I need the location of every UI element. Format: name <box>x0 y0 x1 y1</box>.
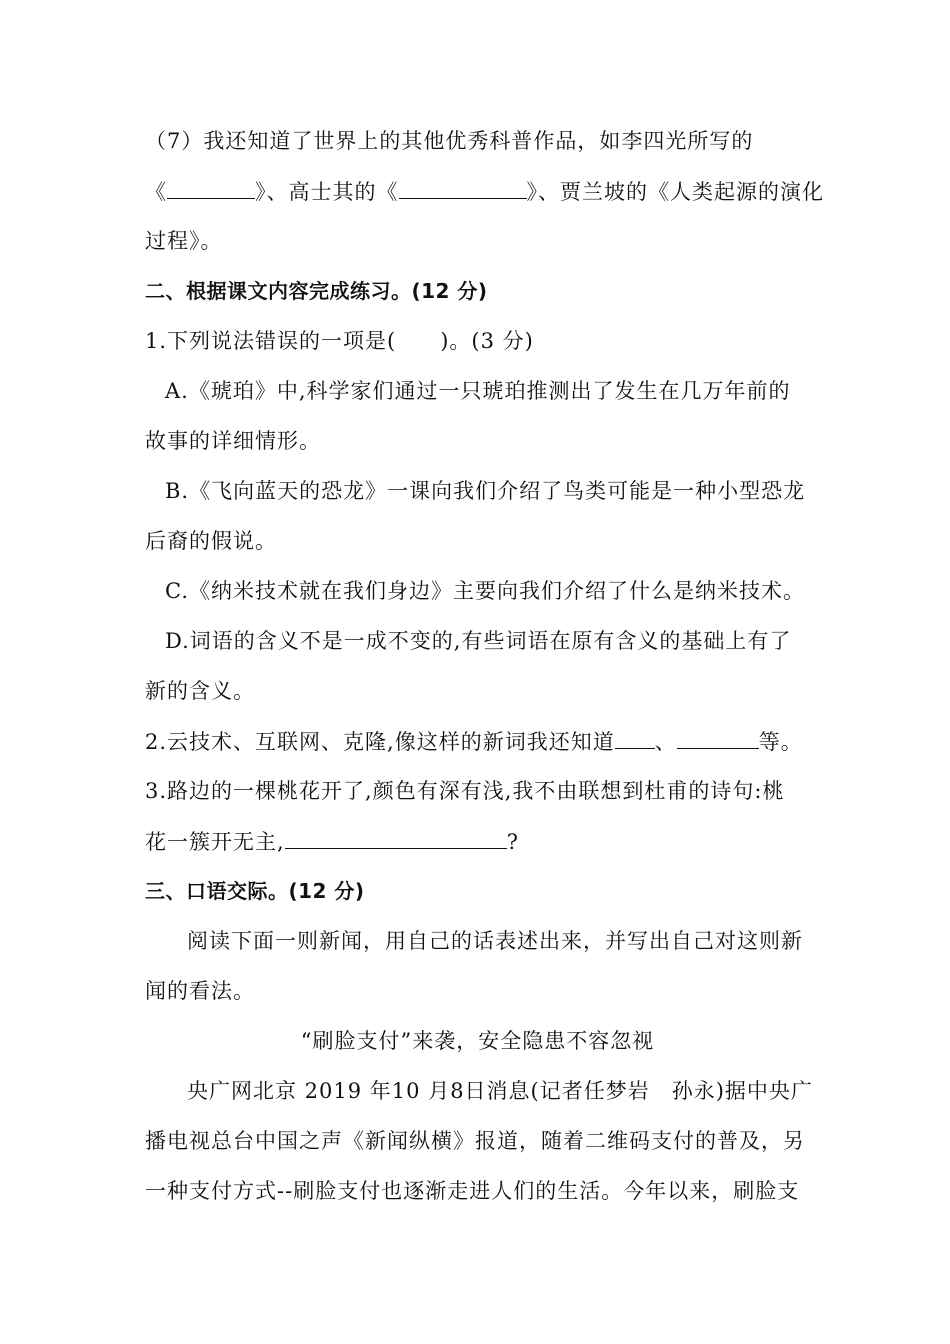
news-line-1: 央广网北京 2019 年10 月8日消息(记者任梦岩 孙永)据中央广 <box>187 1079 813 1103</box>
q1-option-b-line-1: B.《飞向蓝天的恐龙》一课向我们介绍了鸟类可能是一种小型恐龙 <box>165 479 806 503</box>
q7-line-1: （7）我还知道了世界上的其他优秀科普作品，如李四光所写的 <box>145 129 754 153</box>
blank-new-word-1[interactable] <box>615 726 655 749</box>
news-line-2: 播电视总台中国之声《新闻纵横》报道，随着二维码支付的普及，另 <box>145 1129 805 1153</box>
news-line-3: 一种支付方式--刷脸支付也逐渐走进人们的生活。今年以来，刷脸支 <box>145 1179 800 1203</box>
q1-stem: 1.下列说法错误的一项是( )。(3 分) <box>145 329 534 353</box>
section-3-heading: 三、口语交际。(12 分) <box>145 879 365 903</box>
intro-line-1: 阅读下面一则新闻，用自己的话表述出来，并写出自己对这则新 <box>187 929 803 953</box>
blank-gao-shiqi-work[interactable] <box>399 176 527 199</box>
blank-poem-line[interactable] <box>285 826 507 849</box>
q3-line-1: 3.路边的一棵桃花开了,颜色有深有浅,我不由联想到杜甫的诗句:桃 <box>145 779 785 803</box>
blank-li-siguang-work[interactable] <box>167 176 255 199</box>
q1-option-c: C.《纳米技术就在我们身边》主要向我们介绍了什么是纳米技术。 <box>165 579 805 603</box>
q1-option-a-line-1: A.《琥珀》中,科学家们通过一只琥珀推测出了发生在几万年前的 <box>165 379 791 403</box>
q1-option-d-line-2: 新的含义。 <box>145 679 255 703</box>
intro-line-2: 闻的看法。 <box>145 979 255 1003</box>
section-2-heading: 二、根据课文内容完成练习。(12 分) <box>145 279 488 303</box>
q3-line-2: 花一簇开无主, ? <box>145 826 810 857</box>
blank-new-word-2[interactable] <box>677 726 759 749</box>
q7-line-2: 《 》、高士其的《 》、贾兰坡的《人类起源的演化 <box>145 176 810 207</box>
q1-option-b-line-2: 后裔的假说。 <box>145 529 277 553</box>
q7-line-3: 过程》。 <box>145 229 223 253</box>
q1-option-a-line-2: 故事的详细情形。 <box>145 429 321 453</box>
q1-option-d-line-1: D.词语的含义不是一成不变的,有些词语在原有含义的基础上有了 <box>165 629 792 653</box>
q2-line: 2.云技术、互联网、克隆,像这样的新词我还知道 、 等。 <box>145 726 810 757</box>
news-title: “刷脸支付”来袭，安全隐患不容忽视 <box>300 1029 655 1053</box>
